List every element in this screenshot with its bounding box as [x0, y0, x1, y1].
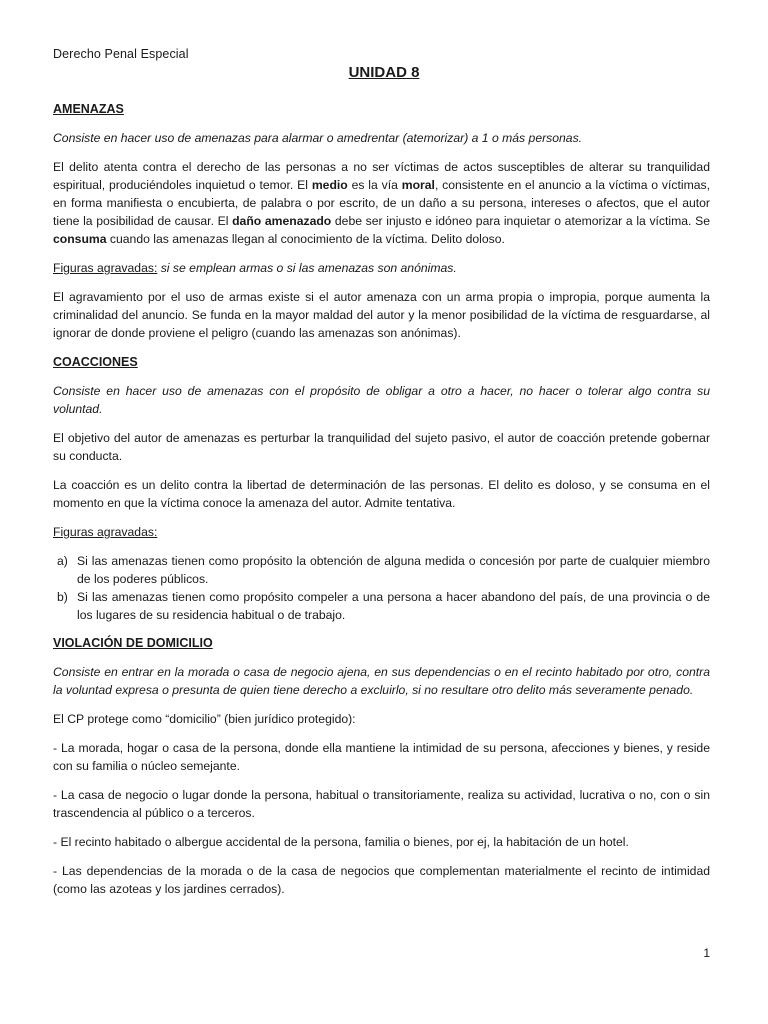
text-run: , consistente en el anuncio a la víctima o víctimas, en forma manifiesta o encubierta, de palabra o por escrito, de un daño a su persona, intereses o afectos, que el autor tiene la posibilidad de causar. El — [53, 178, 711, 228]
text-run: cuando las amenazas llegan al conocimiento de la víctima. Delito doloso. — [106, 232, 505, 246]
list-marker: b) — [57, 590, 68, 604]
definition: Consiste en hacer uso de amenazas para alarmar o amedrentar (atemorizar) a 1 o más personas. — [53, 131, 583, 145]
bold-term: consuma — [53, 232, 107, 246]
paragraph — [53, 523, 710, 541]
section-violacion-domicilio — [53, 634, 710, 898]
definition: Consiste en entrar en la morada o casa de negocio ajena, en sus dependencias o en el recinto habitado por otro, contra la voluntad expresa o presunta de quien tiene derecho a excluirlo, si no resultare otro delito más severamente penado. — [53, 665, 710, 697]
list-item — [53, 552, 710, 588]
definition: Consiste en hacer uso de amenazas con el propósito de obligar a otro a hacer, no hacer o tolerar algo contra su voluntad. — [53, 384, 710, 416]
list-marker: a) — [57, 554, 68, 568]
section-heading: COACCIONES — [53, 355, 138, 369]
aggravated-list — [53, 552, 710, 624]
text-run: es la vía — [347, 178, 402, 192]
paragraph: El objetivo del autor de amenazas es perturbar la tranquilidad del sujeto pasivo, el autor de coacción pretende gobernar su conducta. — [53, 431, 710, 463]
section-heading: VIOLACIÓN DE DOMICILIO — [53, 636, 213, 650]
section-amenazas — [53, 100, 710, 342]
bold-term: medio — [311, 178, 348, 192]
text-run: El delito atenta contra el derecho de las personas a no ser víctimas de actos susceptibles de alterar su tranquilidad espiritual, produciéndoles inquietud o temor. El — [53, 160, 710, 192]
paragraph: El agravamiento por el uso de armas existe si el autor amenaza con un arma propia o impropia, porque aumenta la criminalidad del anuncio. Se funda en la mayor maldad del autor y la menor posibilidad de la víctima de resguardarse, al ignorar de donde proviene el peligro (cuando las amenazas son anónimas). — [53, 290, 710, 340]
subheading-label: Figuras agravadas: — [53, 525, 158, 539]
paragraph: - La casa de negocio o lugar donde la persona, habitual o transitoriamente, realiza su actividad, lucrativa o no, con o sin trascendencia al público o a terceros. — [53, 788, 710, 820]
paragraph: - Las dependencias de la morada o de la casa de negocios que complementan materialmente el recinto de intimidad (como las azoteas y los jardines cerrados). — [53, 864, 710, 896]
running-header: Derecho Penal Especial — [53, 47, 189, 61]
list-item-text: Si las amenazas tienen como propósito compeler a una persona a hacer abandono del país, de una provincia o de los lugares de su residencia habitual o de trabajo. — [77, 590, 710, 622]
bold-term: moral — [401, 178, 435, 192]
paragraph: El CP protege como “domicilio” (bien jurídico protegido): — [53, 712, 356, 726]
paragraph: La coacción es un delito contra la libertad de determinación de las personas. El delito es doloso, y se consuma en el momento en que la víctima conoce la amenaza del autor. Admite tentativa. — [53, 478, 710, 510]
section-coacciones — [53, 353, 710, 624]
paragraph — [53, 158, 710, 248]
text-run: si se emplean armas o si las amenazas son anónimas. — [157, 261, 457, 275]
list-item — [53, 588, 710, 624]
unit-title: UNIDAD 8 — [348, 64, 420, 81]
section-heading: AMENAZAS — [53, 102, 124, 116]
paragraph: - El recinto habitado o albergue accidental de la persona, familia o bienes, por ej, la habitación de un hotel. — [53, 835, 629, 849]
subheading-label: Figuras agravadas: — [53, 261, 158, 275]
text-run: debe ser injusto e idóneo para inquietar o atemorizar a la víctima. Se — [331, 214, 710, 228]
bold-term: daño amenazado — [232, 214, 332, 228]
paragraph — [53, 259, 710, 277]
paragraph: - La morada, hogar o casa de la persona, donde ella mantiene la intimidad de su persona, afecciones y bienes, y reside con su familia o núcleo semejante. — [53, 741, 710, 773]
page-number: 1 — [703, 946, 710, 960]
document-body — [53, 100, 710, 909]
list-item-text: Si las amenazas tienen como propósito la obtención de alguna medida o concesión por parte de cualquier miembro de los poderes públicos. — [77, 554, 710, 586]
